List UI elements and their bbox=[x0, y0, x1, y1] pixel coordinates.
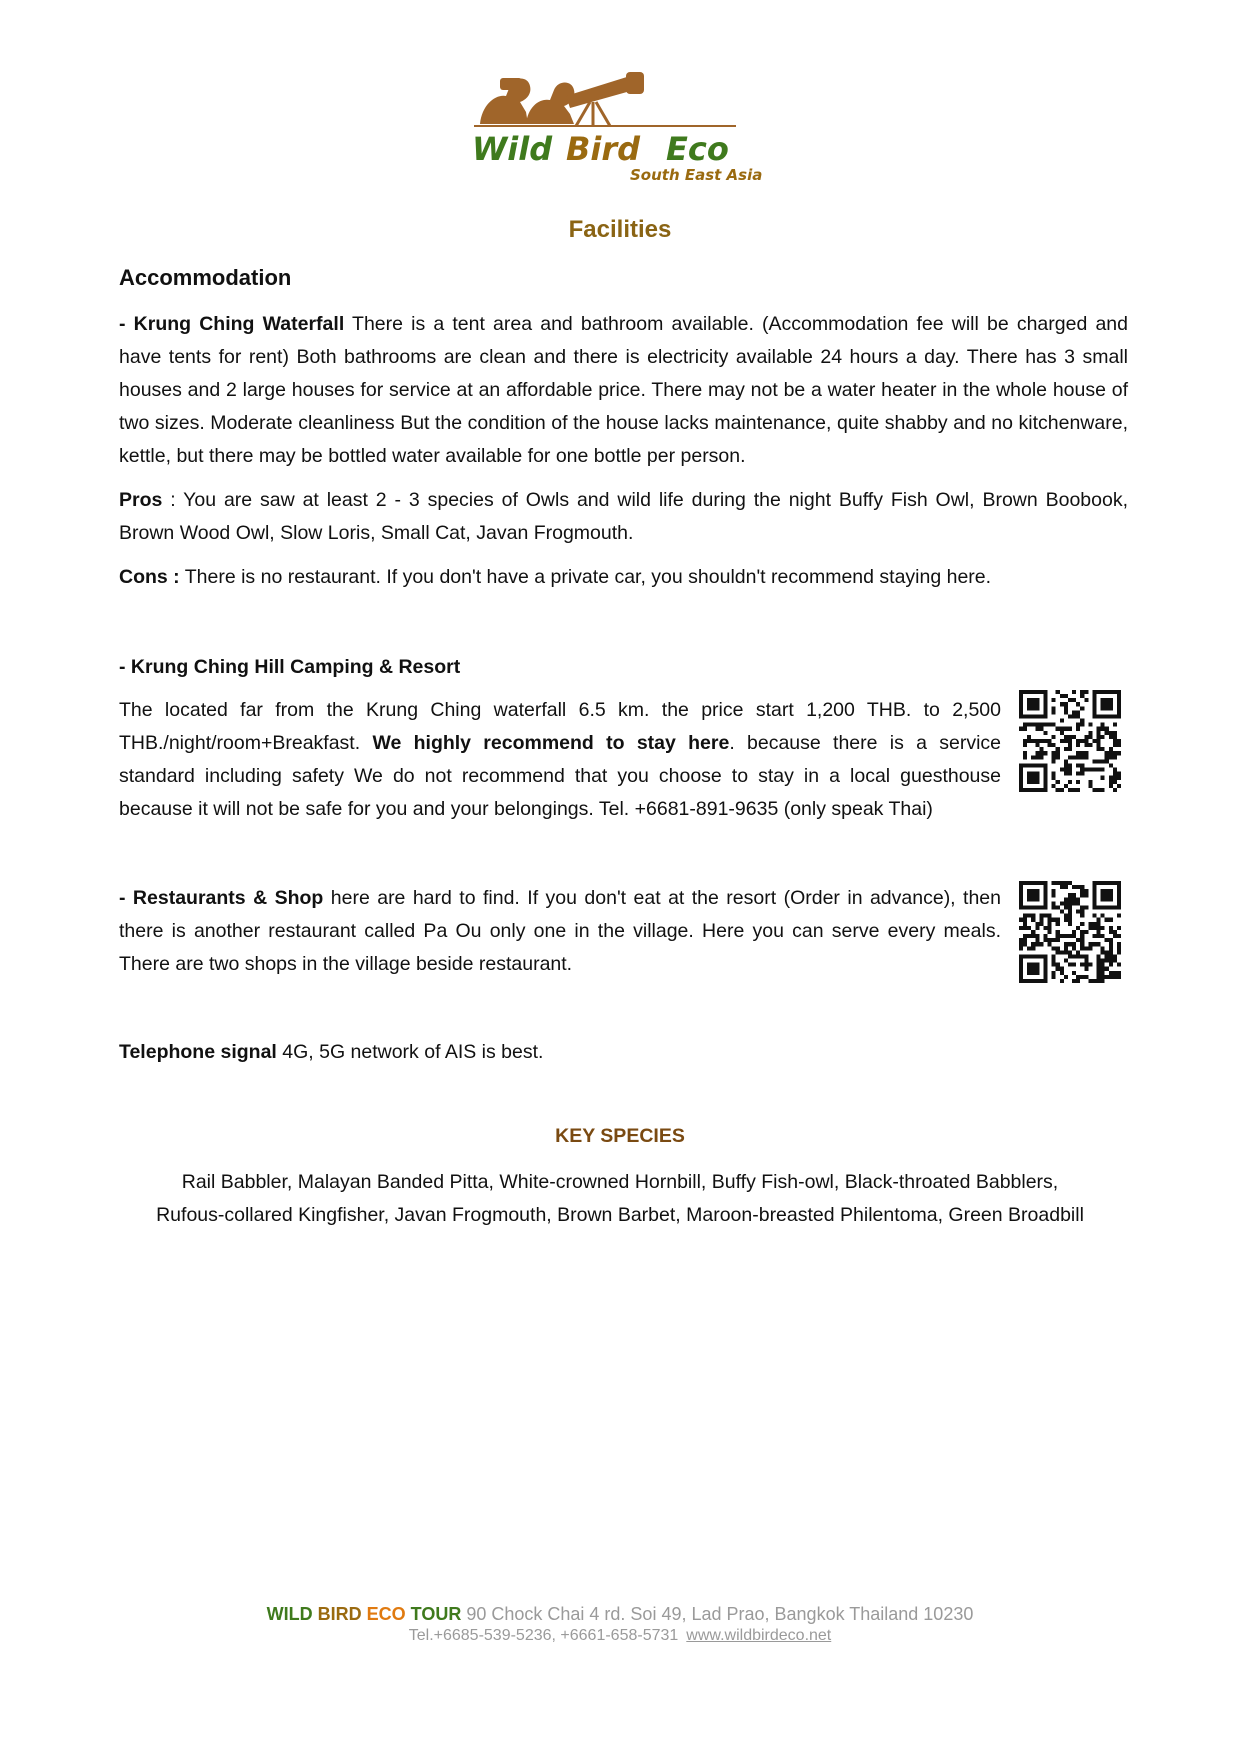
paragraph-restaurants-shop bbox=[119, 882, 1001, 981]
pros-label: Pros bbox=[119, 489, 163, 511]
signal-text: 4G, 5G network of AIS is best. bbox=[276, 1041, 544, 1063]
resort-heading: - Krung Ching Hill Camping & Resort bbox=[119, 656, 461, 678]
cons-label: Cons : bbox=[119, 566, 180, 588]
cons-text: There is no restaurant. If you don't have a private car, you shouldn't recommend staying here. bbox=[179, 566, 992, 588]
company-logo bbox=[470, 68, 780, 188]
pros-text: : You are saw at least 2 - 3 species of Owls and wild life during the night Buffy Fish Owl, Brown Boobook, Brown Wood Owl, Slow Loris, Small Cat, Javan Frogmouth. bbox=[119, 489, 1128, 544]
paragraph-krung-ching-waterfall bbox=[119, 308, 1128, 473]
resort-qr-code[interactable] bbox=[1019, 690, 1121, 792]
footer-brand-tour: TOUR bbox=[410, 1604, 462, 1624]
restaurant-qr-code[interactable] bbox=[1019, 881, 1121, 983]
footer-address-line bbox=[0, 1604, 1240, 1625]
page-title: Facilities bbox=[568, 216, 672, 243]
footer-website-link[interactable]: www.wildbirdeco.net bbox=[686, 1627, 832, 1644]
paragraph-pros bbox=[119, 484, 1128, 550]
resort-text-before: The located far from the Krung Ching waterfall 6.5 km. the price start 1,200 THB. to 2,500 THB./night/room+Breakfast. bbox=[119, 699, 1001, 754]
key-species-line-2: Rufous-collared Kingfisher, Javan Frogmouth, Brown Barbet, Maroon-breasted Philentoma, Green Broadbill bbox=[156, 1204, 1084, 1226]
waterfall-label: - Krung Ching Waterfall bbox=[119, 313, 345, 335]
restaurant-text: here are hard to find. If you don't eat at the resort (Order in advance), then there is another restaurant called Pa Ou only one in the village. Here you can serve every meals. There are two shops in the village beside restaurant. bbox=[119, 887, 1001, 975]
key-species-line-1: Rail Babbler, Malayan Banded Pitta, White-crowned Hornbill, Buffy Fish-owl, Black-throated Babblers, bbox=[181, 1171, 1059, 1193]
key-species-heading: KEY SPECIES bbox=[555, 1125, 685, 1147]
logo-wordmark-bird: Bird bbox=[566, 130, 641, 168]
resort-text-after: . because there is a service standard including safety We do not recommend that you choose to stay in a local guesthouse because it will not be safe for you and your belongings. Tel. +6681-891-9635 (only speak Thai) bbox=[119, 732, 1002, 820]
waterfall-text: There is a tent area and bathroom available. (Accommodation fee will be charged and have tents for rent) Both bathrooms are clean and there is electricity available 24 hours a day. There has 3 small houses and 2 large houses for service at an affordable price. There may not be a water heater in the whole house of two sizes. Moderate cleanliness But the condition of the house lacks maintenance, quite shabby and no kitchenware, kettle, but there may be bottled water available for one bottle per person. bbox=[119, 313, 1128, 467]
birdwatchers-logo-graphic bbox=[470, 68, 780, 188]
signal-label: Telephone signal bbox=[119, 1041, 277, 1063]
logo-tagline: South East Asia bbox=[630, 166, 763, 184]
footer-address: 90 Chock Chai 4 rd. Soi 49, Lad Prao, Bangkok Thailand 10230 bbox=[461, 1604, 974, 1624]
footer-contact-line bbox=[0, 1627, 1240, 1645]
resort-recommendation: We highly recommend to stay here bbox=[372, 732, 730, 754]
paragraph-cons bbox=[119, 561, 1128, 594]
footer-phones: Tel.+6685-539-5236, +6661-658-5731 bbox=[408, 1627, 679, 1644]
footer-brand-bird: BIRD bbox=[317, 1604, 362, 1624]
key-species-list bbox=[100, 1166, 1140, 1232]
paragraph-telephone-signal bbox=[119, 1036, 1128, 1069]
logo-wordmark-eco: Eco bbox=[666, 130, 729, 168]
footer-brand-eco: ECO bbox=[366, 1604, 406, 1624]
restaurant-label: - Restaurants & Shop bbox=[119, 887, 324, 909]
footer-brand-wild: WILD bbox=[266, 1604, 313, 1624]
paragraph-resort bbox=[119, 694, 1001, 826]
section-heading-accommodation: Accommodation bbox=[119, 265, 292, 290]
logo-wordmark-wild: Wild bbox=[472, 130, 553, 168]
